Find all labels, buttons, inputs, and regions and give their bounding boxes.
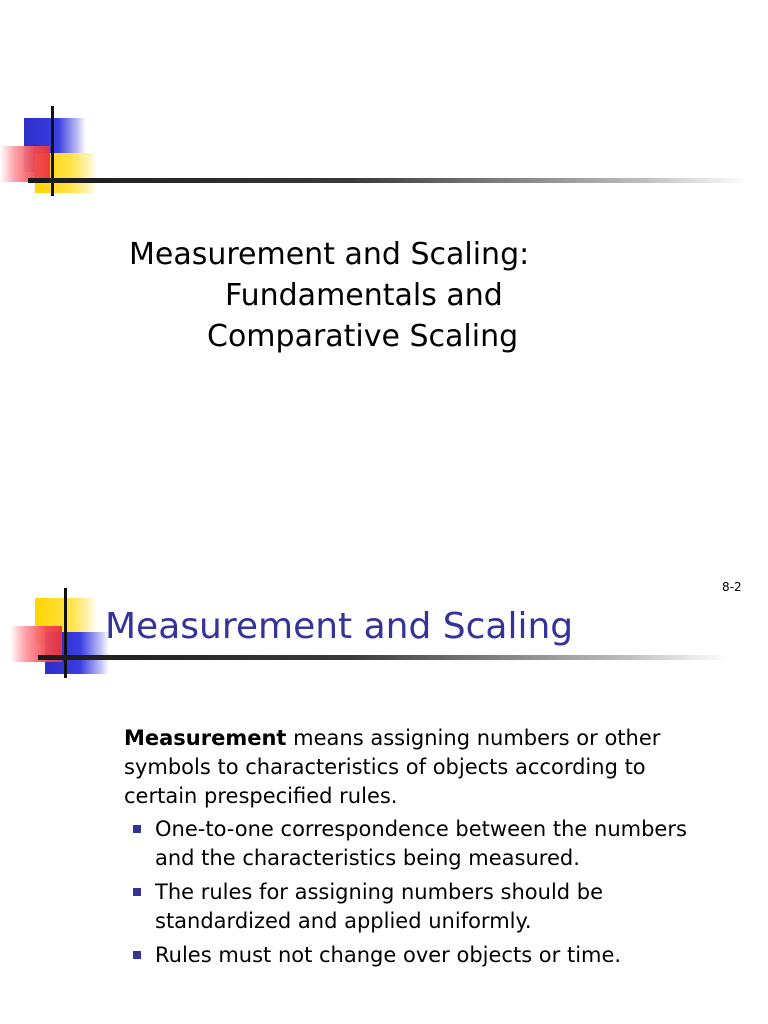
bullet-text: The rules for assigning numbers should be standardized and applied uniformly. <box>155 880 604 933</box>
square-bullet-icon <box>133 951 141 959</box>
title-line-1: Measurement and Scaling: <box>129 237 530 272</box>
bullet-text: Rules must not change over objects or time. <box>155 943 622 967</box>
vertical-line-decoration <box>64 588 67 678</box>
slide-body <box>124 724 724 975</box>
list-item <box>124 878 724 936</box>
slide-title: Measurement and Scaling <box>105 606 574 647</box>
content-slide <box>0 512 768 1024</box>
bullet-text: One-to-one correspondence between the numbers and the characteristics being measured. <box>155 817 687 870</box>
header-rule <box>38 655 728 660</box>
square-bullet-icon <box>133 888 141 896</box>
square-bullet-icon <box>133 825 141 833</box>
red-square-decoration <box>0 146 50 182</box>
list-item <box>124 815 724 873</box>
title-line-2: Fundamentals and <box>225 278 503 313</box>
definition-paragraph <box>124 724 724 811</box>
definition-text: means assigning numbers or other symbols to characteristics of objects according to certain prespecified rules. <box>124 726 661 808</box>
page-number: 8-2 <box>722 580 742 594</box>
list-item <box>124 941 724 970</box>
title-slide-heading <box>0 234 768 357</box>
bullet-list <box>124 815 724 970</box>
header-rule <box>28 178 748 183</box>
title-line-3: Comparative Scaling <box>207 319 519 354</box>
definition-term: Measurement <box>124 726 287 750</box>
